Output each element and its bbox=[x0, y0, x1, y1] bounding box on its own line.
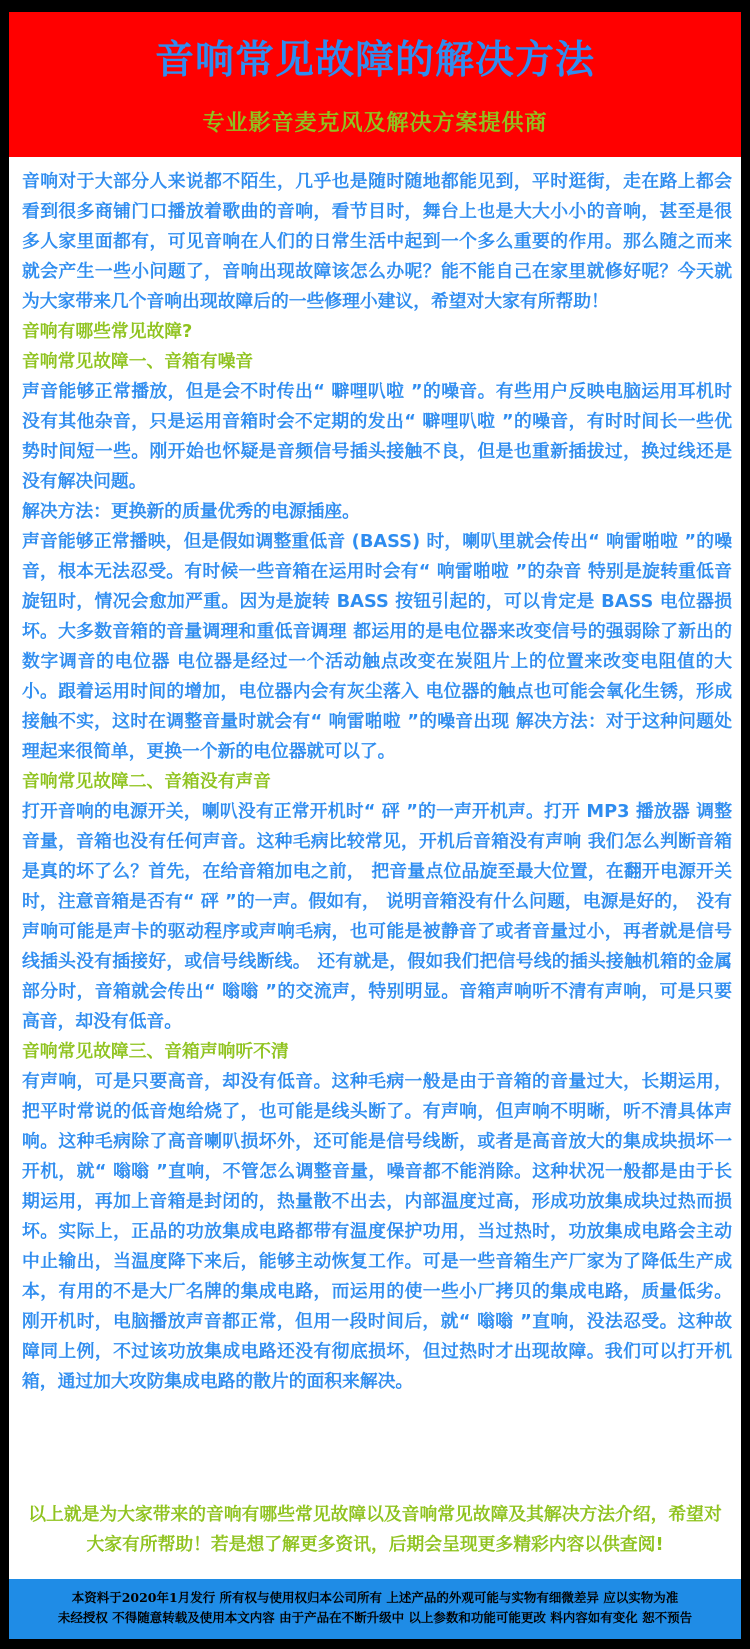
body-paragraph: 打开音响的电源开关，喇叭没有正常开机时“ 砰 ”的一声开机声。打开 MP3 播放器 调整音量，音箱也没有任何声音。这种毛病比较常见，开机后音箱没有声响 我们怎么判断音箱是真的坏了么？首先，在给音箱加电之前， 把音量点位品旋至最大位置，在翻开电源开关时，注意音箱是否有“ 砰 ”的一声。假如有， 说明音箱没有什么问题，电源是好的， 没有声响可能是声卡的驱动程序或声响毛病，也可能是被静音了或者音量过小，再者就是信号线插头没有插接好，或信号线断线。 还有就是，假如我们把信号线的插头接触机箱的金属部分时，音箱就会传出“ 嗡嗡 ”的交流声，特别明显。音箱声响听不清有声响，可是只要高音，却没有低音。 bbox=[22, 801, 732, 1032]
section-heading: 音响有哪些常见故障? bbox=[22, 321, 193, 342]
article-body bbox=[22, 167, 732, 1397]
solution-paragraph: 解决方法：更换新的质量优秀的电源插座。 bbox=[22, 501, 360, 522]
footer-line-2: 未经授权 不得随意转载及使用本文内容 由于产品在不断升级中 以上参数和功能可能更改 料内容如有变化 恕不预告 bbox=[57, 1610, 693, 1625]
page-subtitle: 专业影音麦克风及解决方案提供商 bbox=[202, 111, 548, 136]
poster bbox=[9, 12, 741, 1639]
section-heading: 音响常见故障二、音箱没有声音 bbox=[22, 771, 271, 792]
section-heading: 音响常见故障三、音箱声响听不清 bbox=[22, 1041, 289, 1062]
closing-paragraph: 以上就是为大家带来的音响有哪些常见故障以及音响常见故障及其解决方法介绍，希望对大家有所帮助！若是想了解更多资讯，后期会呈现更多精彩内容以供查阅! bbox=[28, 1504, 722, 1555]
footer-line-1: 本资料于2020年1月发行 所有权与使用权归本公司所有 上述产品的外观可能与实物有细微差异 应以实物为准 bbox=[71, 1590, 679, 1605]
section-heading: 音响常见故障一、音箱有噪音 bbox=[22, 351, 254, 372]
header-banner bbox=[9, 12, 741, 157]
body-paragraph: 声音能够正常播放，但是会不时传出“ 噼哩叭啦 ”的噪音。有些用户反映电脑运用耳机时没有其他杂音，只是运用音箱时会不定期的发出“ 噼哩叭啦 ”的噪音，有时时间长一些优势时间短一些。刚开始也怀疑是音频信号插头接触不良，但是也重新插拔过，换过线还是没有解决问题。 bbox=[22, 381, 732, 492]
body-paragraph: 声音能够正常播映，但是假如调整重低音 (BASS) 时，喇叭里就会传出“ 响雷啪啦 ”的噪音，根本无法忍受。有时候一些音箱在运用时会有“ 响雷啪啦 ”的杂音 特别是旋转重低音旋钮时，情况会愈加严重。因为是旋转 BASS 按钮引起的，可以肯定是 BASS 电位器损坏。大多数音箱的音量调理和重低音调理 都运用的是电位器来改变信号的强弱除了新出的数字调音的电位器 电位器是经过一个活动触点改变在炭阻片上的位置来改变电阻值的大小。跟着运用时间的增加，电位器内会有灰尘落入 电位器的触点也可能会氧化生锈，形成接触不实，这时在调整音量时就会有“ 响雷啪啦 ”的噪音出现 解决方法：对于这种问题处理起来很简单，更换一个新的电位器就可以了。 bbox=[22, 531, 732, 762]
footer-banner bbox=[9, 1579, 741, 1639]
body-paragraph: 有声响，可是只要高音，却没有低音。这种毛病一般是由于音箱的音量过大，长期运用，把平时常说的低音炮给烧了，也可能是线头断了。有声响，但声响不明晰，听不清具体声响。这种毛病除了高音喇叭损坏外，还可能是信号线断，或者是高音放大的集成块损坏一开机，就“ 嗡嗡 ”直响，不管怎么调整音量，噪音都不能消除。这种状况一般都是由于长期运用，再加上音箱是封闭的，热量散不出去，内部温度过高，形成功放集成块过热而损坏。实际上，正品的功放集成电路都带有温度保护功用，当过热时，功放集成电路会主动中止输出，当温度降下来后，能够主动恢复工作。可是一些音箱生产厂家为了降低生产成本，有用的不是大厂名牌的集成电路，而运用的使一些小厂拷贝的集成电路，质量低劣。刚开机时，电脑播放声音都正常，但用一段时间后，就“ 嗡嗡 ”直响，没法忍受。这种故障同上例，不过该功放集成电路还没有彻底损坏，但过热时才出现故障。我们可以打开机箱，通过加大攻防集成电路的散片的面积来解决。 bbox=[22, 1071, 732, 1392]
page-title: 音响常见故障的解决方法 bbox=[154, 38, 595, 83]
intro-paragraph: 音响对于大部分人来说都不陌生，几乎也是随时随地都能见到，平时逛街，走在路上都会看到很多商铺门口播放着歌曲的音响，看节目时，舞台上也是大大小小的音响，甚至是很多人家里面都有，可见音响在人们的日常生活中起到一个多么重要的作用。那么随之而来就会产生一些小问题了，音响出现故障该怎么办呢？能不能自己在家里就修好呢？今天就为大家带来几个音响出现故障后的一些修理小建议，希望对大家有所帮助！ bbox=[22, 171, 732, 312]
